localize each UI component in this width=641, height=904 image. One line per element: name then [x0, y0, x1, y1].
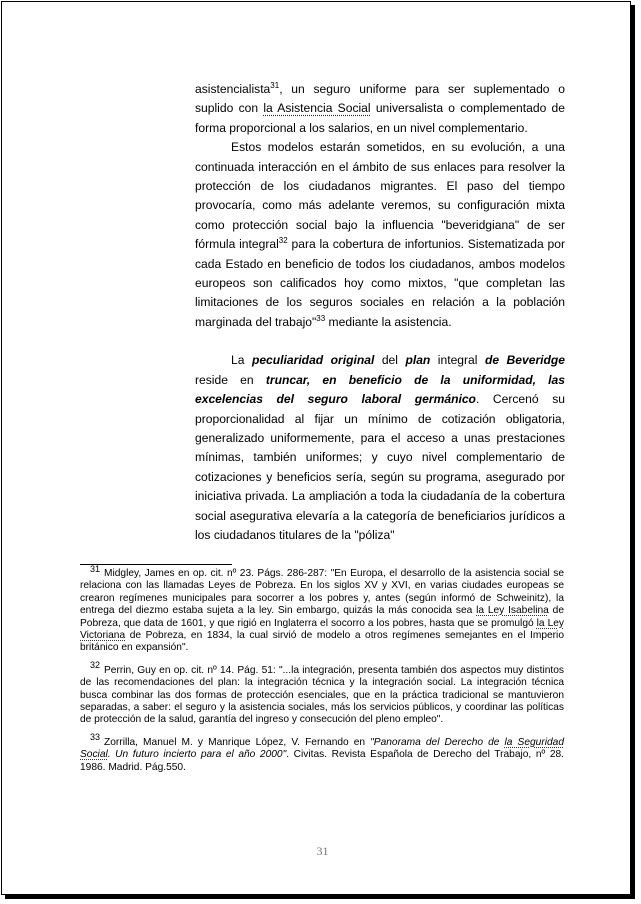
emphasis: peculiaridad original — [251, 353, 375, 368]
footnote-31: 31 Midgley, James en op. cit. nº 23. Págs. 286-287: "En Europa, el desarrollo de la asistencia social se relaciona con las llamadas Leyes de Pobreza. En los siglos XV y XVI, en varias ciudades europeas se crearon regímenes municipales para socorrer a los pobres y, antes (según informó de Schweinitz), la entrega del diezmo estaba sujeta a la ley. Sin embargo, quizás la más conocida sea la Ley Isabelina de Pobreza, que data de 1601, y que rigió en Inglaterra el socorro a los pobres, hasta que se promulgó la Ley Victoriana de Pobreza, en 1834, la cual sirvió de modelo a otros regímenes semejantes en el Imperio británico en expansión". — [80, 563, 564, 654]
footnote-separator — [80, 564, 232, 565]
emphasis: de Beveridge — [484, 353, 566, 368]
footnote-32: 32 Perrin, Guy en op. cit. nº 14. Pág. 51: "...la integración, presenta también dos aspectos muy distintos de las recomendaciones del plan: la integración técnica y la integración social. La integración técnica busca combinar las dos formas de protección esenciales, que en la práctica tradicional se mantuvieron separadas, a saber: el seguro y la asistencia sociales, más los servicios públicos, y coordinar las políticas de protección de la salud, garantía del ingreso y consecución del pleno empleo". — [80, 660, 564, 726]
emphasis: truncar, en beneficio de la uniformidad, las excelencias del seguro laboral germánico — [195, 372, 565, 407]
main-text — [195, 80, 565, 545]
footnote-33: 33 Zorrilla, Manuel M. y Manrique López, V. Fernando en "Panorama del Derecho de la Seguridad Social. Un futuro incierto para el año 2000". Civitas. Revista Española de Derecho del Trabajo, nº 28. 1986. Madrid. Pág.550. — [80, 732, 564, 773]
page — [1, 1, 631, 895]
footnote-ref-33[interactable]: 33 — [316, 313, 326, 323]
paragraph-2: Estos modelos estarán sometidos, en su evolución, a una continuada interacción en el ámbito de sus enlaces para resolver la protección de los ciudadanos migrantes. El paso del tiempo provocaría, como más adelante veremos, su configuración mixta como protección social bajo la influencia "beveridgiana" de ser fórmula integral$^{32}$ para la cobertura de infortunios. Sistematizada por cada Estado en beneficio de todos los ciudadanos, ambos modelos europeos son calificados hoy como mixtos, "que completan las limitaciones de los seguros sociales en relación a la población marginada del trabajo"$^{33}$ mediante la asistencia. — [195, 140, 566, 329]
footnote-number: 33 — [90, 732, 101, 743]
footnote-number: 32 — [90, 660, 101, 671]
underlined-term: la Asistencia Social — [263, 101, 371, 116]
paragraph-3: La peculiaridad original del plan integral de Beveridge reside en truncar, en beneficio de la uniformidad, las excelencias del seguro laboral germánico. Cercenó su proporcionalidad al fijar un mínimo de cotización obligatoria, generalizado uniformemente, para el acceso a unas prestaciones mínimas, también uniformes; y cuyo nivel complementario de cotizaciones y beneficios sería, según su programa, asegurado por iniciativa privada. La ampliación a toda la ciudadanía de la cobertura social asegurativa elevaría a la categoría de beneficiarios jurídicos a los ciudadanos titulares de la "póliza" — [195, 353, 566, 542]
footnote-ref-31[interactable]: 31 — [270, 80, 280, 90]
footnote-number: 31 — [90, 563, 101, 574]
footnotes — [80, 563, 564, 784]
footnote-ref-32[interactable]: 32 — [278, 236, 288, 246]
paragraph-1: asistencialista$^{31}$, un seguro uniforme para ser suplementado o suplido con la Asistencia Social universalista o complementado de forma proporcional a los salarios, en un nivel complementario. — [195, 80, 565, 135]
page-number: 31 — [316, 844, 329, 858]
emphasis: plan — [405, 353, 431, 368]
